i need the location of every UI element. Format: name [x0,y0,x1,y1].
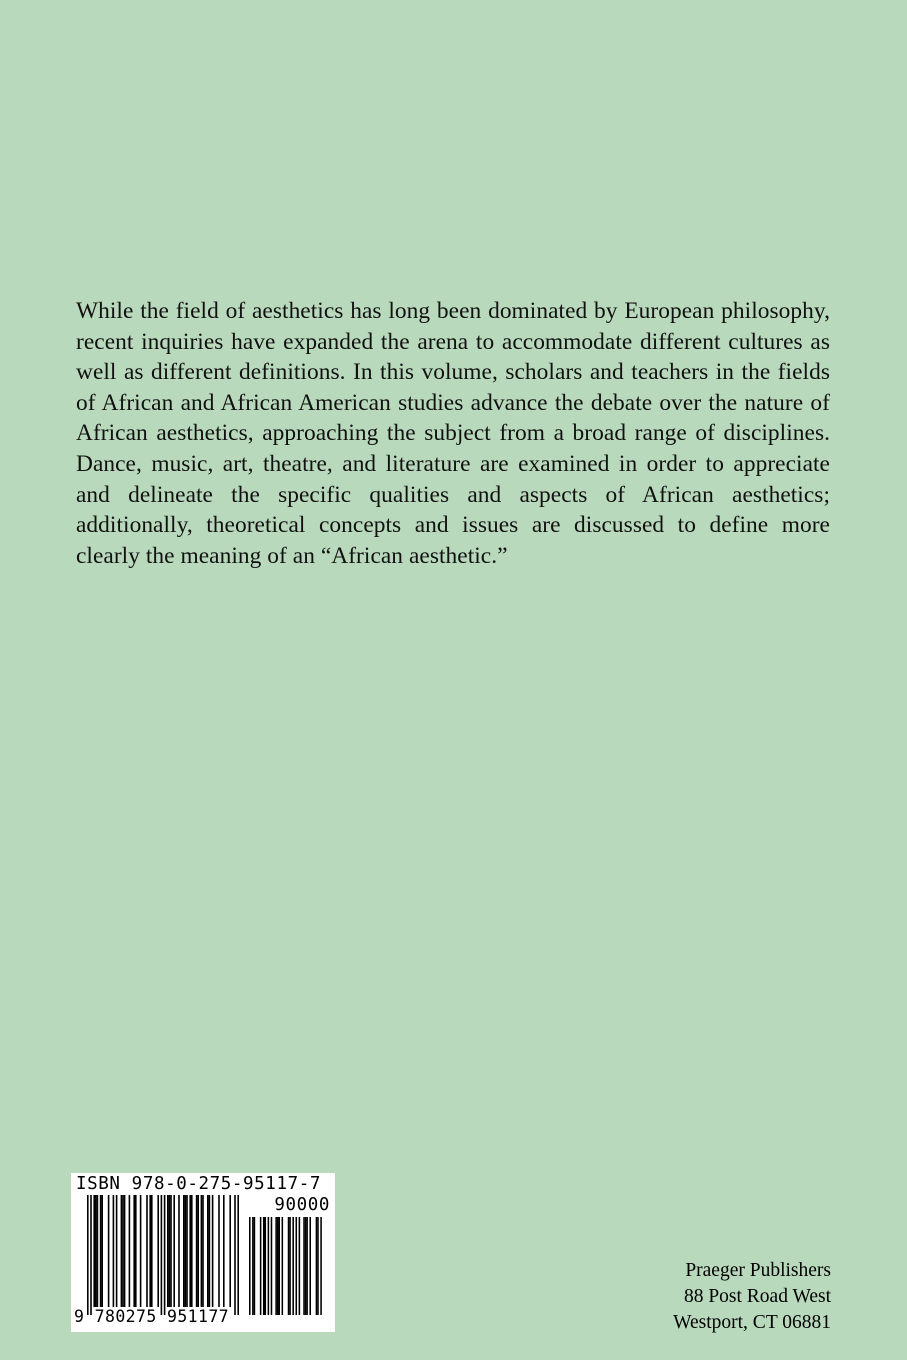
barcode-bar [191,1195,193,1307]
barcode-bar [189,1195,191,1307]
addon-barcode-bar [305,1217,307,1315]
barcode-bar [122,1195,124,1307]
barcode-bar [229,1195,231,1307]
barcode-bar [164,1195,166,1315]
back-cover-blurb: While the field of aesthetics has long been dominated by European philosophy, recent inquiries have expanded the arena to accommodate different cultures as well as different definitions. In this volume, scholars and teachers in the fields of African and African American studies advance the debate over the nature of African aesthetics, approaching the subject from a broad range of disciplines. Dance, music, art, theatre, and literature are examined in order to appreciate and delineate the specific qualities and aspects of African aesthetics; additionally, theoretical concepts and issues are discussed to define more clearly the meaning of an “African aesthetic.” [76,298,830,569]
price-addon-code: 90000 [274,1195,330,1215]
barcode-bar [167,1195,169,1307]
barcode-bar [173,1195,175,1307]
addon-barcode-bar [306,1217,308,1315]
barcode-bar [237,1195,239,1315]
addon-barcode-bar [282,1217,284,1315]
addon-barcode-bar [263,1217,265,1315]
barcode-bar [234,1195,236,1315]
publisher-street: 88 Post Road West [683,1286,831,1307]
barcode-bar [202,1195,204,1307]
addon-barcode-bar [289,1217,291,1315]
addon-barcode-bar [296,1217,298,1315]
barcode-bar [218,1195,220,1307]
barcode-bar [196,1195,198,1307]
barcode-bar [133,1195,135,1307]
barcode-bar [178,1195,180,1307]
barcode-bar [223,1195,225,1307]
barcode-bar [185,1195,187,1307]
barcode-bar [169,1195,171,1307]
addon-barcode-bar [278,1217,280,1315]
addon-barcode-bar [254,1217,256,1315]
barcode-bar [90,1195,92,1315]
barcode-bar [161,1195,163,1315]
barcode-bar [197,1195,199,1307]
addon-barcode-bar [309,1217,311,1315]
addon-barcode-bar [252,1217,254,1315]
publisher-name: Praeger Publishers [685,1260,831,1281]
isbn-label: ISBN 978-0-275-95117-7 [76,1174,321,1194]
addon-barcode-bar [260,1217,262,1315]
barcode-bar [149,1195,151,1307]
barcode-bar [146,1195,148,1307]
publisher-city: Westport, CT 06881 [673,1312,831,1333]
addon-barcode-bar [316,1217,318,1315]
barcode-bar [129,1195,131,1307]
barcode-bar [140,1195,142,1307]
barcode-bar [101,1195,103,1307]
barcode-bar [124,1195,126,1307]
barcode-bar [186,1195,188,1307]
barcode-bar [135,1195,137,1307]
barcode-bar [113,1195,115,1307]
ean-digits: 9 780275 951177 [74,1307,230,1326]
barcode-bar [151,1195,153,1307]
addon-barcode-bar [277,1217,279,1315]
addon-barcode-bar [288,1217,290,1315]
barcode-bar [157,1195,159,1307]
barcode-bar [212,1195,214,1307]
addon-barcode-bar [265,1217,267,1315]
addon-barcode-bar [271,1217,273,1315]
barcode-bar [100,1195,102,1307]
isbn-barcode [71,1173,335,1332]
barcode-bar [121,1195,123,1307]
barcode-bar [209,1195,211,1307]
barcode-bar [170,1195,172,1307]
addon-barcode-bar [292,1217,294,1315]
barcode-bar [97,1195,99,1307]
barcode-bar [93,1195,95,1307]
barcode-bar [201,1195,203,1307]
barcode-bar [183,1195,185,1307]
addon-barcode-bar [303,1217,305,1315]
addon-barcode-bar [299,1217,301,1315]
addon-barcode-bar [268,1217,270,1315]
addon-barcode-bar [275,1217,277,1315]
barcode-bar [116,1195,118,1307]
barcode-bar [108,1195,110,1307]
barcode-bar [95,1195,97,1307]
barcode-bar [87,1195,89,1315]
addon-barcode-bar [249,1217,251,1315]
publisher-address [673,1258,831,1336]
addon-barcode-bar [320,1217,322,1315]
addon-barcode-bar [317,1217,319,1315]
barcode-bar [207,1195,209,1307]
